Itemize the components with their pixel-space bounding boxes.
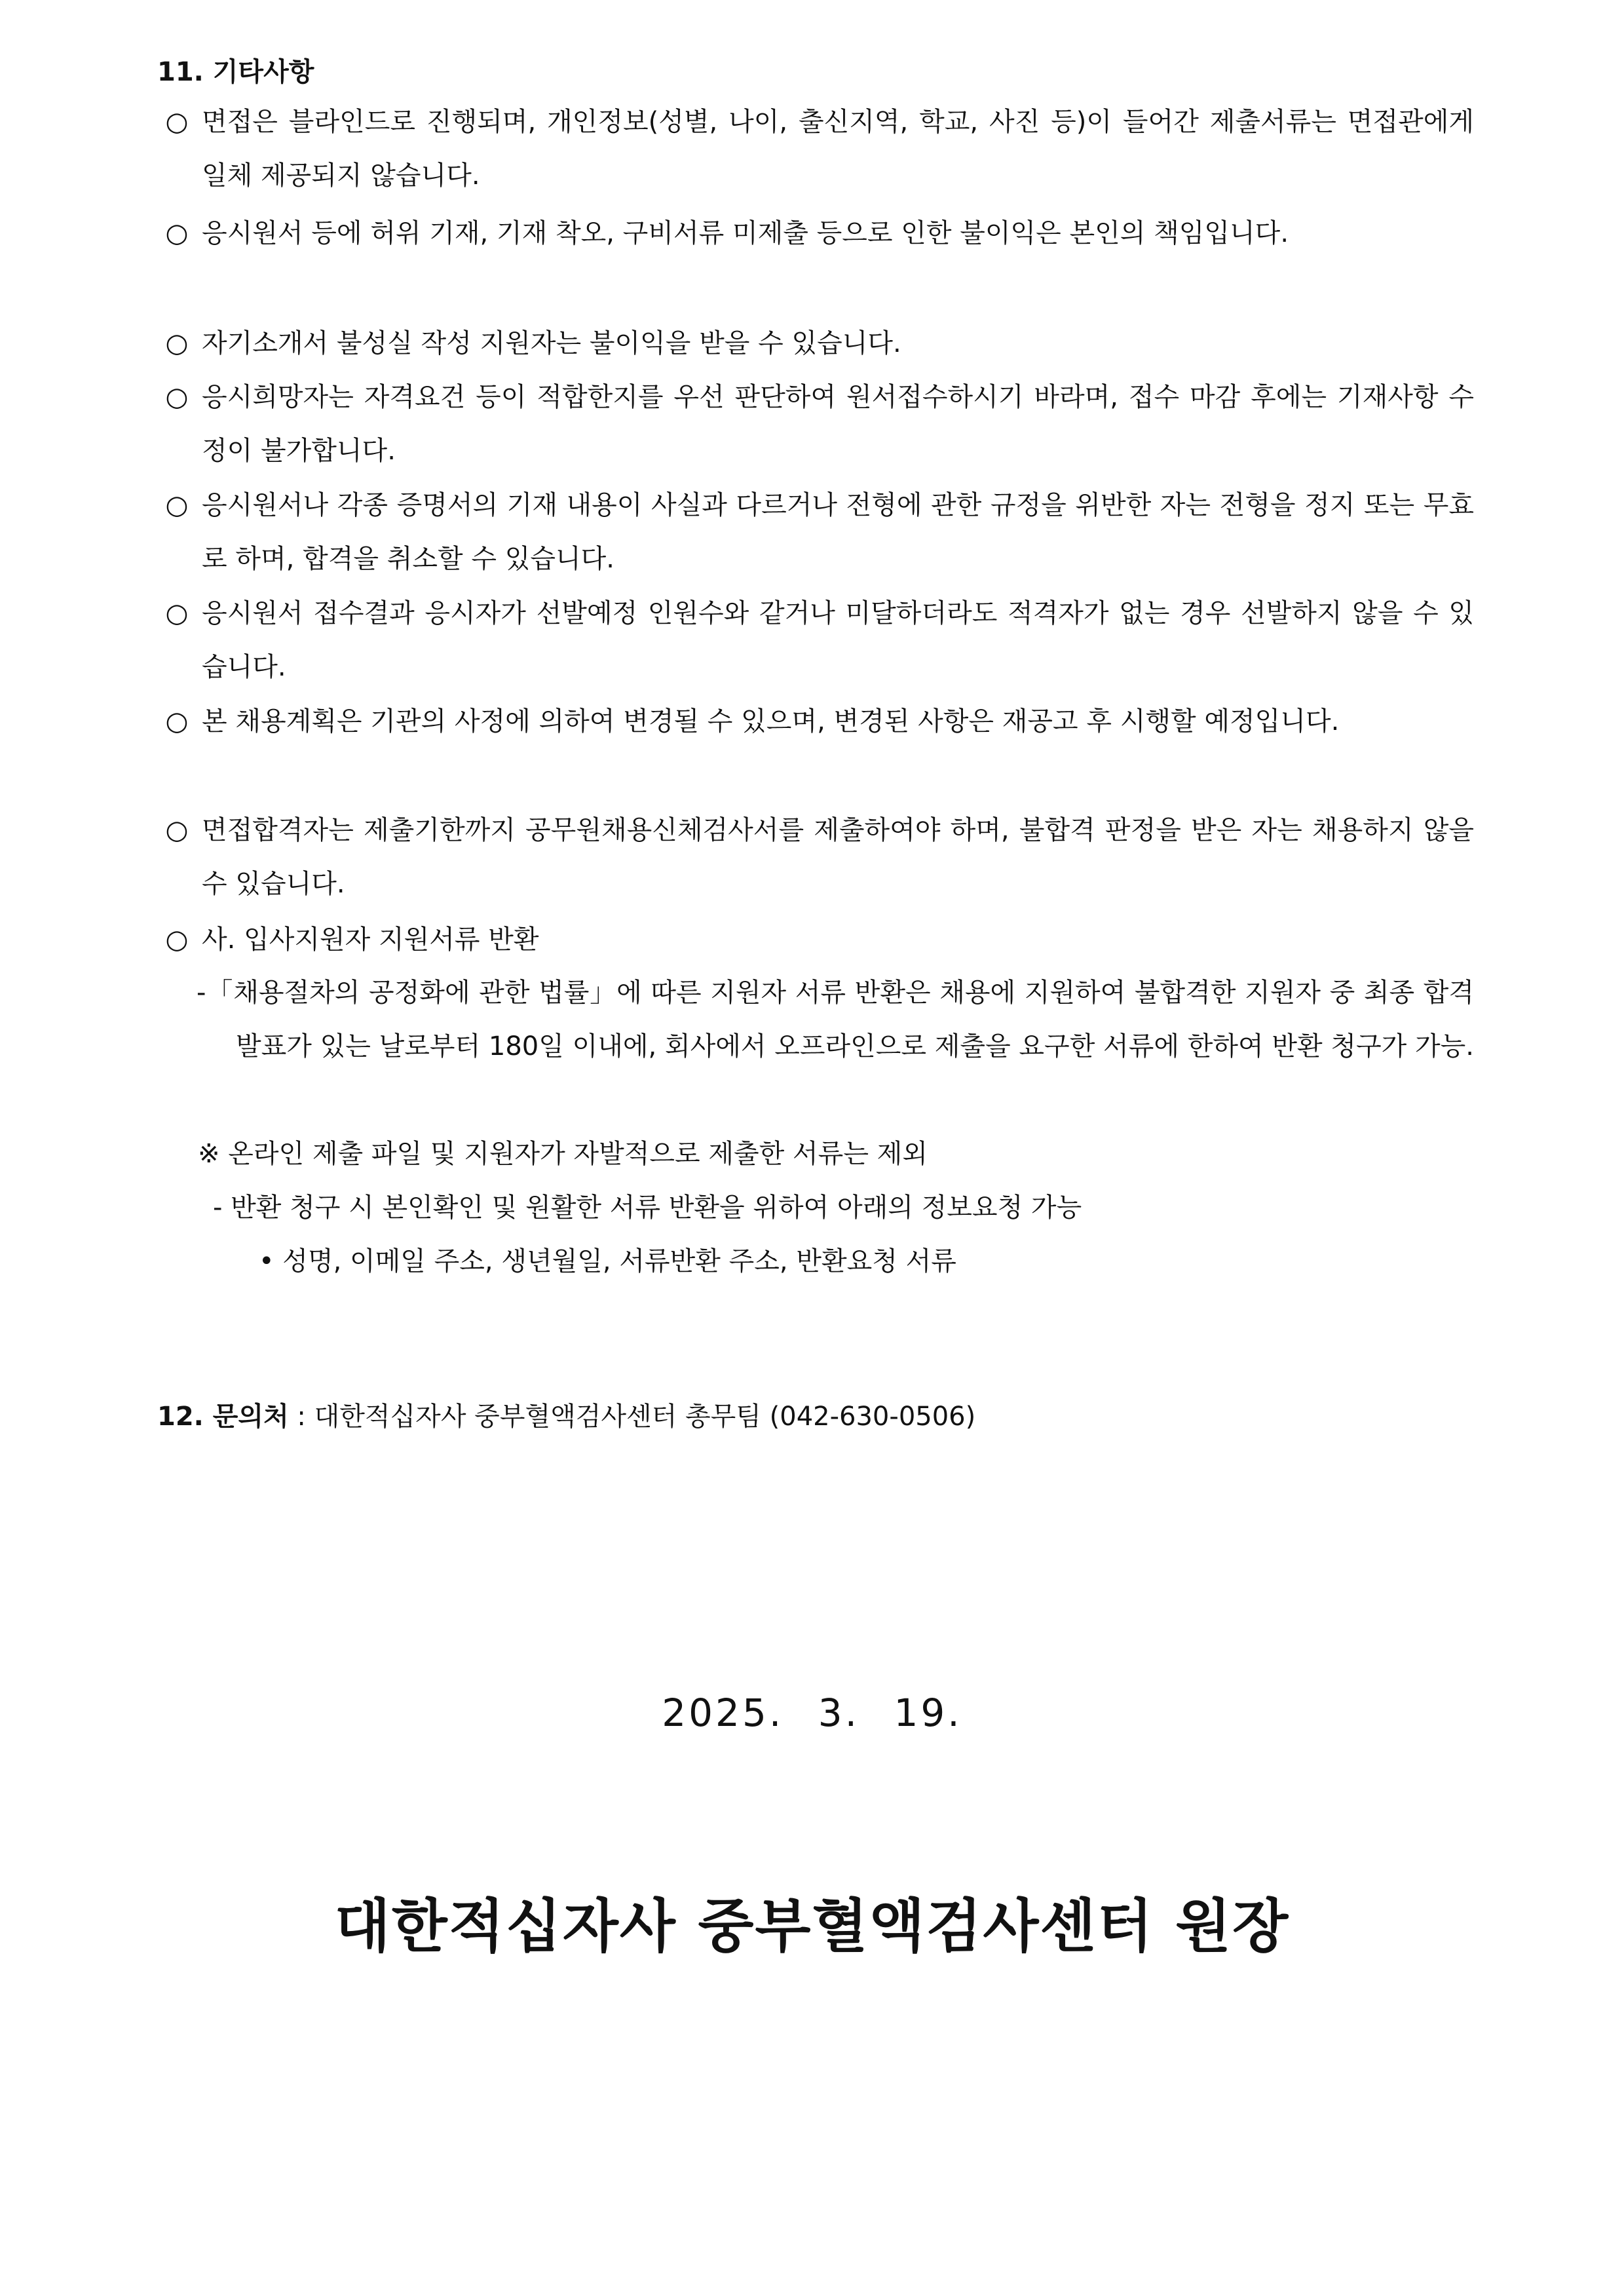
contact-label: 12. 문의처 [157,1402,289,1432]
contact-line [157,1396,975,1433]
contact-separator: : [288,1402,314,1432]
list-item [157,206,1474,260]
return-docs-law-item [197,966,1474,1073]
law-item-text: -「채용절차의 공정화에 관한 법률」에 따른 지원자 서류 반환은 채용에 지원하여 불합격한 지원자 중 최종 합격 발표가 있는 날로부터 180일 이내에, 회사에서 오프라인으로 제출을 요구한 서류에 한하여 반환 청구가 가능. [197,978,1474,1062]
list-item [157,803,1474,911]
contact-value: 대한적십자사 중부혈액검사센터 총무팀 (042-630-0506) [314,1402,976,1432]
circle-bullet-icon: ○ [165,328,189,358]
bullet-text: 면접은 블라인드로 진행되며, 개인정보(성별, 나이, 출신지역, 학교, 사진 등)이 들어간 제출서류는 면접관에게 일체 제공되지 않습니다. [202,107,1474,191]
circle-bullet-icon: ○ [165,107,189,137]
circle-bullet-icon: ○ [165,490,189,520]
circle-bullet-icon: ○ [165,706,189,737]
circle-bullet-icon: ○ [165,382,189,412]
bullet-text: 사. 입사지원자 지원서류 반환 [202,925,539,955]
circle-bullet-icon: ○ [165,925,189,955]
list-item [157,95,1474,202]
circle-bullet-icon: ○ [165,815,189,845]
list-item [157,586,1474,694]
list-item [157,478,1474,586]
signature-line: 대한적십자사 중부혈액검사센터 원장 [334,1892,1290,1960]
bullet-text: 본 채용계획은 기관의 사정에 의하여 변경될 수 있으며, 변경된 사항은 재공고 후 시행할 예정입니다. [202,706,1340,737]
circle-bullet-icon: ○ [165,598,189,628]
return-docs-info-item: • 성명, 이메일 주소, 생년월일, 서류반환 주소, 반환요청 서류 [259,1246,956,1276]
circle-bullet-icon: ○ [165,218,189,248]
list-item [157,370,1474,478]
list-item [157,913,1474,966]
bullet-text: 자기소개서 불성실 작성 지원자는 불이익을 받을 수 있습니다. [202,328,901,358]
list-item [157,316,1474,370]
bullet-text: 면접합격자는 제출기한까지 공무원채용신체검사서를 제출하여야 하며, 불합격 판정을 받은 자는 채용하지 않을 수 있습니다. [202,815,1474,899]
list-item [157,695,1474,748]
bullet-text: 응시원서 접수결과 응시자가 선발예정 인원수와 같거나 미달하더라도 적격자가 없는 경우 선발하지 않을 수 있습니다. [202,598,1474,682]
return-docs-note: ※ 온라인 제출 파일 및 지원자가 자발적으로 제출한 서류는 제외 [198,1139,928,1169]
document-date: 2025. 3. 19. [662,1691,962,1735]
bullet-text: 응시원서 등에 허위 기재, 기재 착오, 구비서류 미제출 등으로 인한 불이익은 본인의 책임입니다. [202,218,1289,248]
bullet-text: 응시희망자는 자격요건 등이 적합한지를 우선 판단하여 원서접수하시기 바라며, 접수 마감 후에는 기재사항 수정이 불가합니다. [202,382,1474,466]
section-11-heading: 11. 기타사항 [157,57,314,87]
return-docs-request-item: - 반환 청구 시 본인확인 및 원활한 서류 반환을 위하여 아래의 정보요청 가능 [213,1193,1082,1223]
bullet-text: 응시원서나 각종 증명서의 기재 내용이 사실과 다르거나 전형에 관한 규정을 위반한 자는 전형을 정지 또는 무효로 하며, 합격을 취소할 수 있습니다. [202,490,1474,574]
